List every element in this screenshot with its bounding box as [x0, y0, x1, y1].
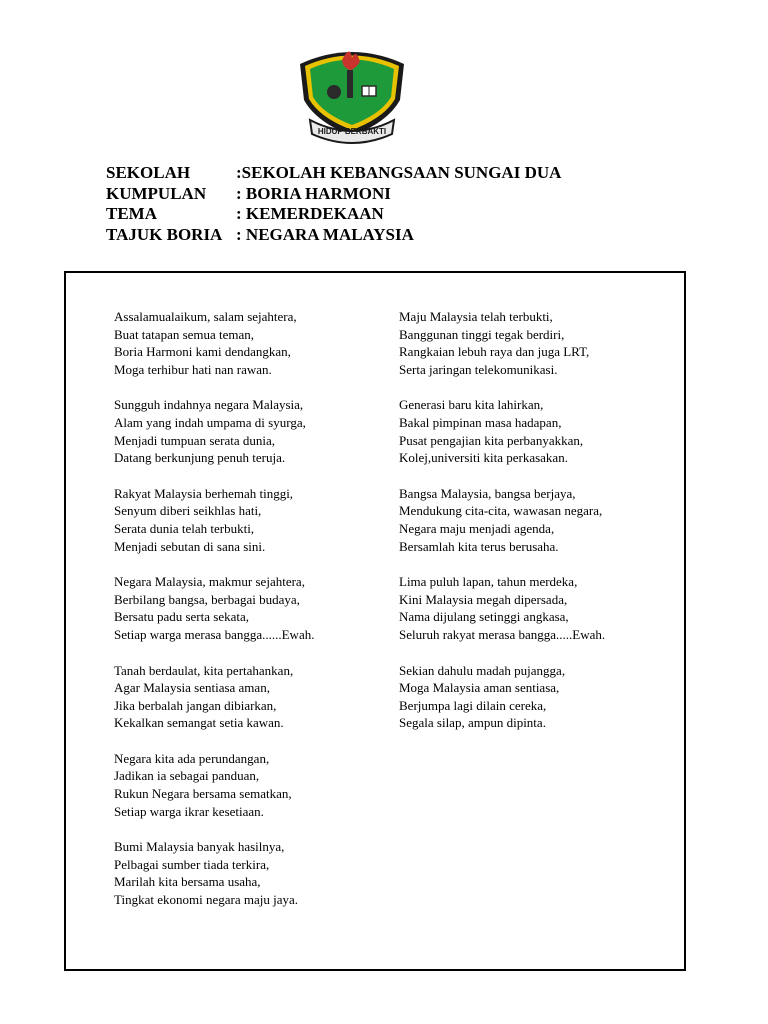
- lyric-line: Bersatu padu serta sekata,: [114, 609, 250, 625]
- lyric-line: Setiap warga merasa bangga......Ewah.: [114, 626, 315, 642]
- header-row-tema: [106, 204, 561, 225]
- stanza: [114, 838, 314, 908]
- lyric-line: Moga Malaysia aman sentiasa,: [399, 680, 560, 696]
- document-header: [106, 163, 561, 245]
- lyric-line: Agar Malaysia sentiasa aman,: [114, 680, 270, 696]
- lyric-line: Maju Malaysia telah terbukti,: [399, 309, 553, 324]
- header-value: : KEMERDEKAAN: [236, 204, 384, 223]
- stanza: [399, 396, 605, 466]
- lyric-line: Berbilang bangsa, berbagai budaya,: [114, 591, 300, 607]
- lyric-line: Menjadi sebutan di sana sini.: [114, 538, 266, 554]
- header-value: : BORIA HARMONI: [236, 183, 391, 203]
- lyric-line: Tanah berdaulat, kita pertahankan,: [114, 662, 294, 678]
- school-crest-icon: [296, 34, 408, 146]
- lyric-line: Serta jaringan telekomunikasi.: [399, 361, 558, 377]
- lyric-line: Kekalkan semangat setia kawan.: [114, 715, 284, 731]
- header-row-kumpulan: [106, 184, 561, 205]
- crest-motto: HIDUP BERBAKTI: [317, 127, 387, 136]
- lyric-line: Rangkaian lebuh raya dan juga LRT,: [399, 344, 590, 360]
- lyric-line: Assalamualaikum, salam sejahtera,: [114, 309, 297, 324]
- lyric-line: Buat tatapan semua teman,: [114, 326, 255, 342]
- header-value: :SEKOLAH KEBANGSAAN SUNGAI DUA: [236, 163, 562, 182]
- lyric-line: Rukun Negara bersama sematkan,: [114, 786, 292, 802]
- stanza: [114, 485, 314, 555]
- lyric-line: Kolej,universiti kita perkasakan.: [399, 450, 568, 466]
- header-label: KUMPULAN: [106, 183, 207, 203]
- lyric-line: Alam yang indah umpama di syurga,: [114, 414, 306, 430]
- stanza: [114, 750, 314, 820]
- lyrics-right-column: [399, 308, 605, 750]
- stanza: [399, 573, 605, 643]
- header-row-tajuk-boria: [106, 225, 561, 246]
- header-label: TAJUK BORIA: [106, 224, 223, 244]
- header-row-sekolah: [106, 163, 561, 184]
- lyric-line: Negara Malaysia, makmur sejahtera,: [114, 574, 305, 590]
- header-label: SEKOLAH: [106, 163, 191, 182]
- lyric-line: Pusat pengajian kita perbanyakkan,: [399, 432, 584, 448]
- lyric-line: Pelbagai sumber tiada terkira,: [114, 856, 270, 872]
- header-label: TEMA: [106, 204, 157, 223]
- stanza: [114, 573, 314, 643]
- lyric-line: Nama dijulang setinggi angkasa,: [399, 609, 569, 625]
- header-value: : NEGARA MALAYSIA: [236, 224, 414, 244]
- stanza: [114, 396, 314, 466]
- lyric-line: Rakyat Malaysia berhemah tinggi,: [114, 485, 294, 501]
- lyric-line: Bakal pimpinan masa hadapan,: [399, 414, 562, 430]
- school-crest-logo: [296, 34, 408, 146]
- lyric-line: Setiap warga ikrar kesetiaan.: [114, 803, 264, 819]
- stanza: [399, 485, 605, 555]
- lyric-line: Mendukung cita-cita, wawasan negara,: [399, 503, 603, 519]
- lyric-line: Seluruh rakyat merasa bangga.....Ewah.: [399, 626, 606, 642]
- stanza: [399, 308, 605, 378]
- lyric-line: Kini Malaysia megah dipersada,: [399, 591, 568, 607]
- lyric-line: Tingkat ekonomi negara maju jaya.: [114, 892, 299, 908]
- stanza: [114, 662, 314, 732]
- lyric-line: Moga terhibur hati nan rawan.: [114, 361, 272, 377]
- lyric-line: Negara maju menjadi agenda,: [399, 520, 555, 536]
- lyric-line: Bumi Malaysia banyak hasilnya,: [114, 839, 285, 855]
- lyrics-left-column: [114, 308, 314, 927]
- lyric-line: Boria Harmoni kami dendangkan,: [114, 344, 291, 360]
- lyric-line: Bangsa Malaysia, bangsa berjaya,: [399, 485, 576, 501]
- lyric-line: Generasi baru kita lahirkan,: [399, 397, 544, 413]
- lyric-line: Berjumpa lagi dilain cereka,: [399, 697, 547, 713]
- stanza: [399, 662, 605, 732]
- lyric-line: Banggunan tinggi tegak berdiri,: [399, 326, 565, 342]
- lyric-line: Menjadi tumpuan serata dunia,: [114, 432, 276, 448]
- lyric-line: Segala silap, ampun dipinta.: [399, 715, 546, 731]
- lyric-line: Sungguh indahnya negara Malaysia,: [114, 397, 304, 413]
- lyric-line: Serata dunia telah terbukti,: [114, 520, 255, 536]
- lyric-line: Jika berbalah jangan dibiarkan,: [114, 697, 277, 713]
- lyric-line: Senyum diberi seikhlas hati,: [114, 503, 262, 519]
- lyric-line: Lima puluh lapan, tahun merdeka,: [399, 574, 578, 590]
- lyric-line: Jadikan ia sebagai panduan,: [114, 768, 260, 784]
- stanza: [114, 308, 314, 378]
- lyric-line: Negara kita ada perundangan,: [114, 750, 270, 766]
- lyric-line: Marilah kita bersama usaha,: [114, 874, 261, 890]
- lyrics-box: [64, 271, 686, 971]
- lyric-line: Datang berkunjung penuh teruja.: [114, 450, 286, 466]
- lyric-line: Sekian dahulu madah pujangga,: [399, 662, 566, 678]
- lyric-line: Bersamlah kita terus berusaha.: [399, 538, 559, 554]
